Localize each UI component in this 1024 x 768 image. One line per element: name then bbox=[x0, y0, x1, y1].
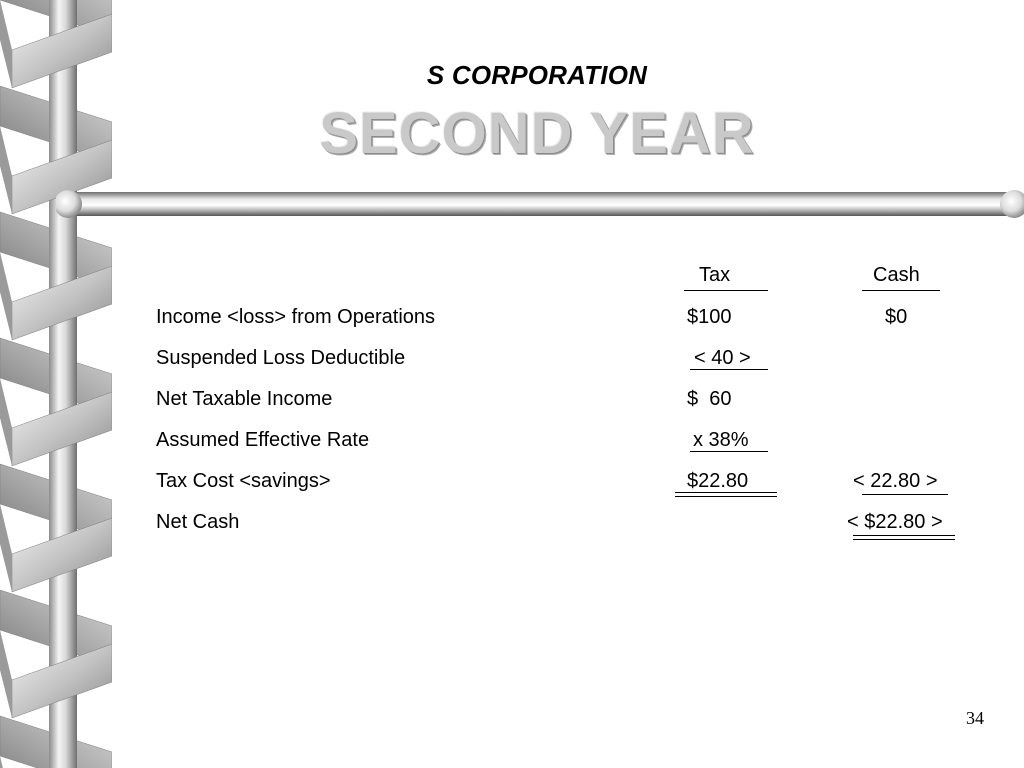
effective-rate-underline bbox=[690, 451, 768, 452]
cell-income-cash: $0 bbox=[885, 306, 908, 328]
cell-net-taxable-income-tax: $ 60 bbox=[687, 388, 732, 410]
cell-effective-rate-tax: x 38% bbox=[693, 429, 749, 451]
suspended-loss-underline bbox=[690, 369, 768, 370]
cell-tax-cost-tax: $22.80 bbox=[687, 470, 749, 492]
cell-tax-cost-cash: < 22.80 > bbox=[853, 470, 938, 492]
page-number: 34 bbox=[966, 708, 984, 728]
cell-net-cash-cash: < $22.80 > bbox=[847, 511, 943, 533]
cell-suspended-loss-tax: < 40 > bbox=[694, 347, 751, 369]
cell-income-tax: $100 bbox=[687, 306, 732, 328]
row-label-suspended-loss: Suspended Loss Deductible bbox=[156, 347, 406, 369]
tax-cost-double-underline bbox=[675, 492, 777, 497]
header-cash: Cash bbox=[873, 264, 920, 286]
slide-subtitle: S CORPORATION bbox=[426, 60, 648, 90]
slide-title: SECOND YEAR bbox=[319, 101, 755, 166]
row-label-tax-cost: Tax Cost <savings> bbox=[156, 470, 331, 492]
row-label-effective-rate: Assumed Effective Rate bbox=[156, 429, 370, 451]
header-tax-underline bbox=[684, 290, 768, 291]
row-label-net-taxable-income: Net Taxable Income bbox=[156, 388, 333, 410]
row-label-net-cash: Net Cash bbox=[156, 511, 240, 533]
tax-cost-cash-underline bbox=[862, 494, 948, 495]
header-tax: Tax bbox=[699, 264, 731, 286]
horizontal-rod-divider bbox=[56, 189, 1024, 219]
header-cash-underline bbox=[862, 290, 940, 291]
net-cash-double-underline bbox=[853, 535, 955, 540]
row-label-income: Income <loss> from Operations bbox=[156, 306, 436, 328]
